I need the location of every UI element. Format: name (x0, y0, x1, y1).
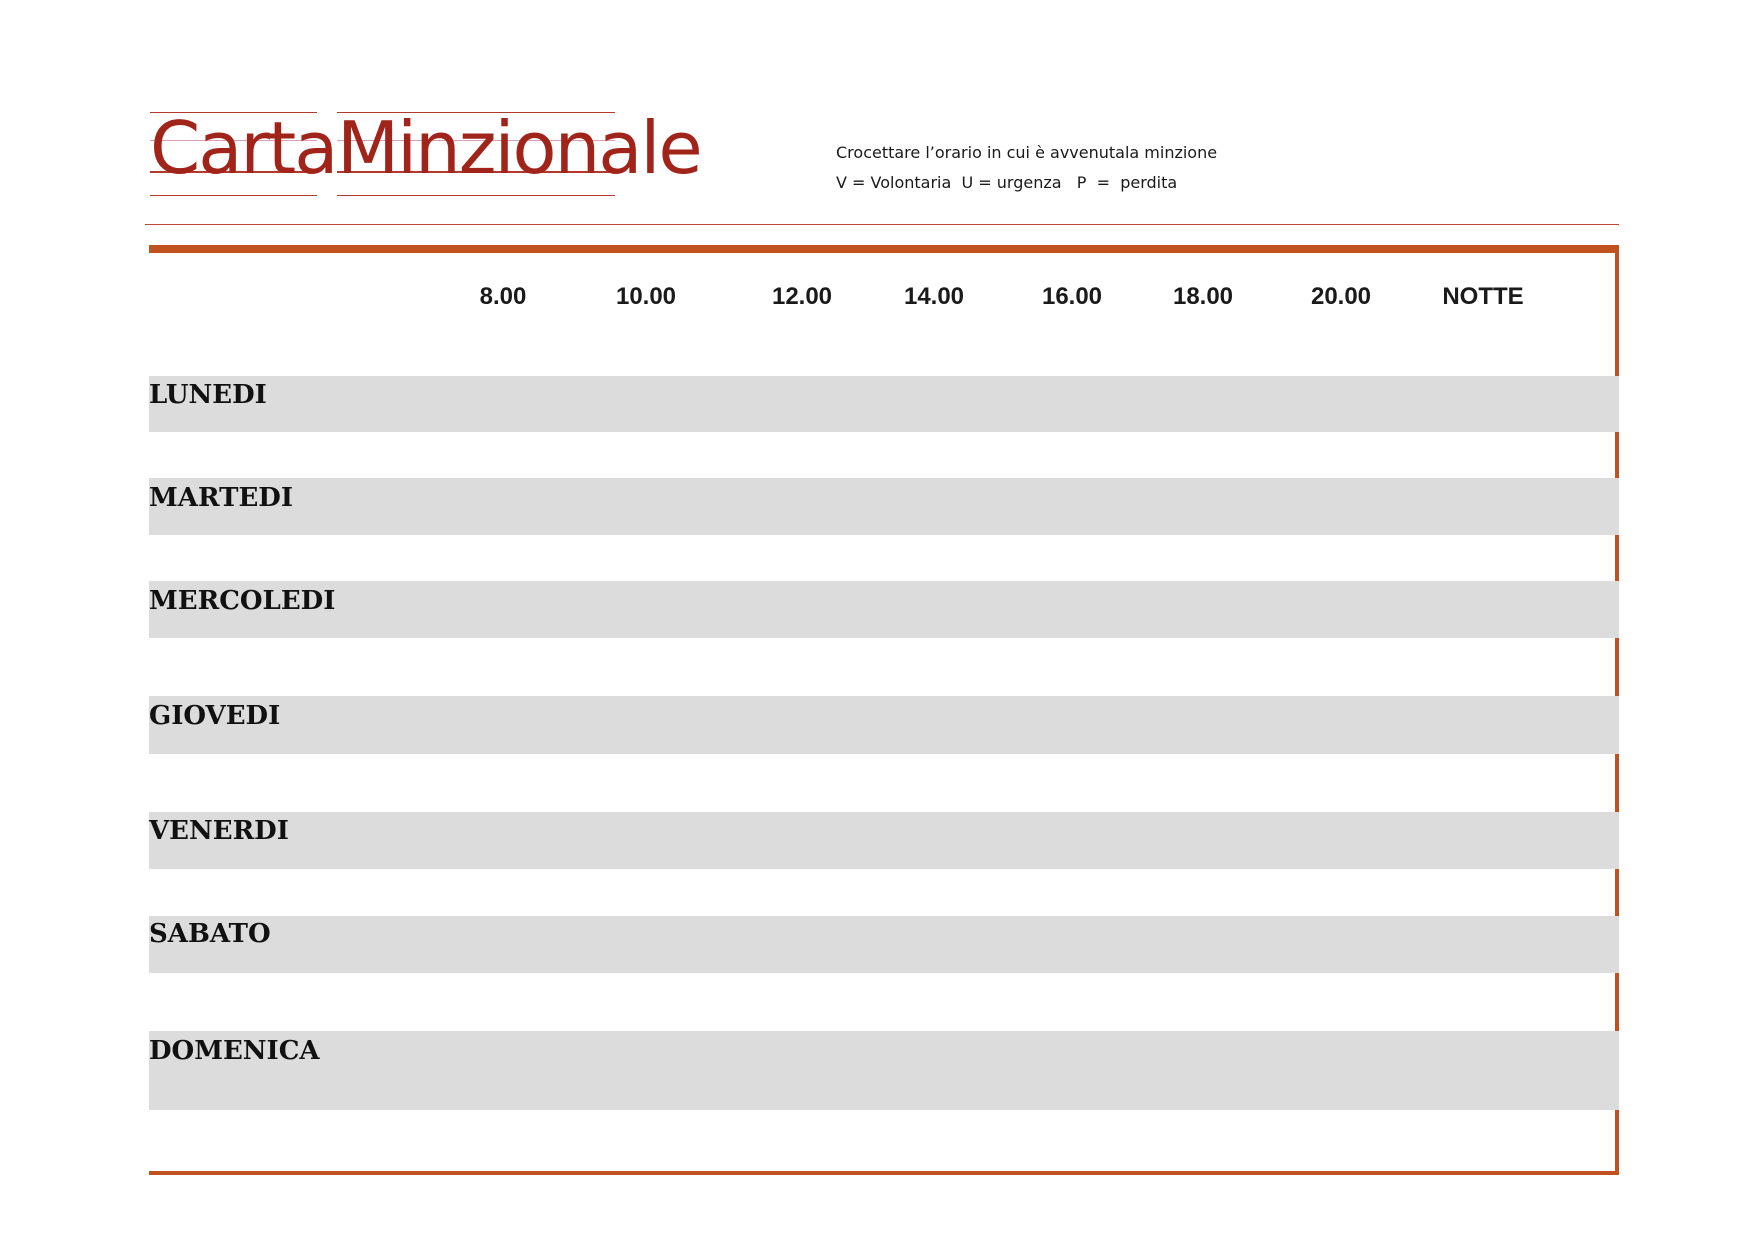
day-label: LUNEDI (149, 380, 267, 410)
instructions-line-1: Crocettare l’orario in cui è avvenutala minzione (836, 143, 1218, 162)
day-label: DOMENICA (149, 1036, 320, 1066)
column-header: 14.00 (903, 283, 965, 310)
header-divider (145, 224, 1619, 225)
day-label: GIOVEDI (149, 701, 281, 731)
day-row-band (149, 478, 1619, 535)
day-row-band (149, 696, 1619, 754)
day-row-band (149, 812, 1619, 869)
instructions (836, 138, 1217, 198)
day-label: MARTEDI (149, 483, 293, 513)
column-header: 20.00 (1310, 283, 1372, 310)
day-label: VENERDI (149, 816, 289, 846)
column-header: 16.00 (1041, 283, 1103, 310)
day-label: MERCOLEDI (149, 586, 336, 616)
column-header: 18.00 (1172, 283, 1234, 310)
title-word-2: Minzionale (337, 106, 701, 190)
column-header: 8.00 (479, 283, 527, 310)
instructions-legend: V = Volontaria U = urgenza P = perdita (836, 173, 1178, 192)
column-header: 10.00 (615, 283, 677, 310)
column-header: 12.00 (771, 283, 833, 310)
title-word-minzionale (337, 106, 701, 200)
day-row-band (149, 376, 1619, 432)
day-label: SABATO (149, 919, 271, 949)
title-word-1: Carta (150, 106, 337, 190)
day-row-band (149, 916, 1619, 973)
title-word-carta (150, 106, 337, 200)
day-row-band (149, 1031, 1619, 1110)
column-header: NOTTE (1442, 283, 1524, 310)
time-header-row (0, 283, 1754, 313)
day-row-band (149, 581, 1619, 638)
